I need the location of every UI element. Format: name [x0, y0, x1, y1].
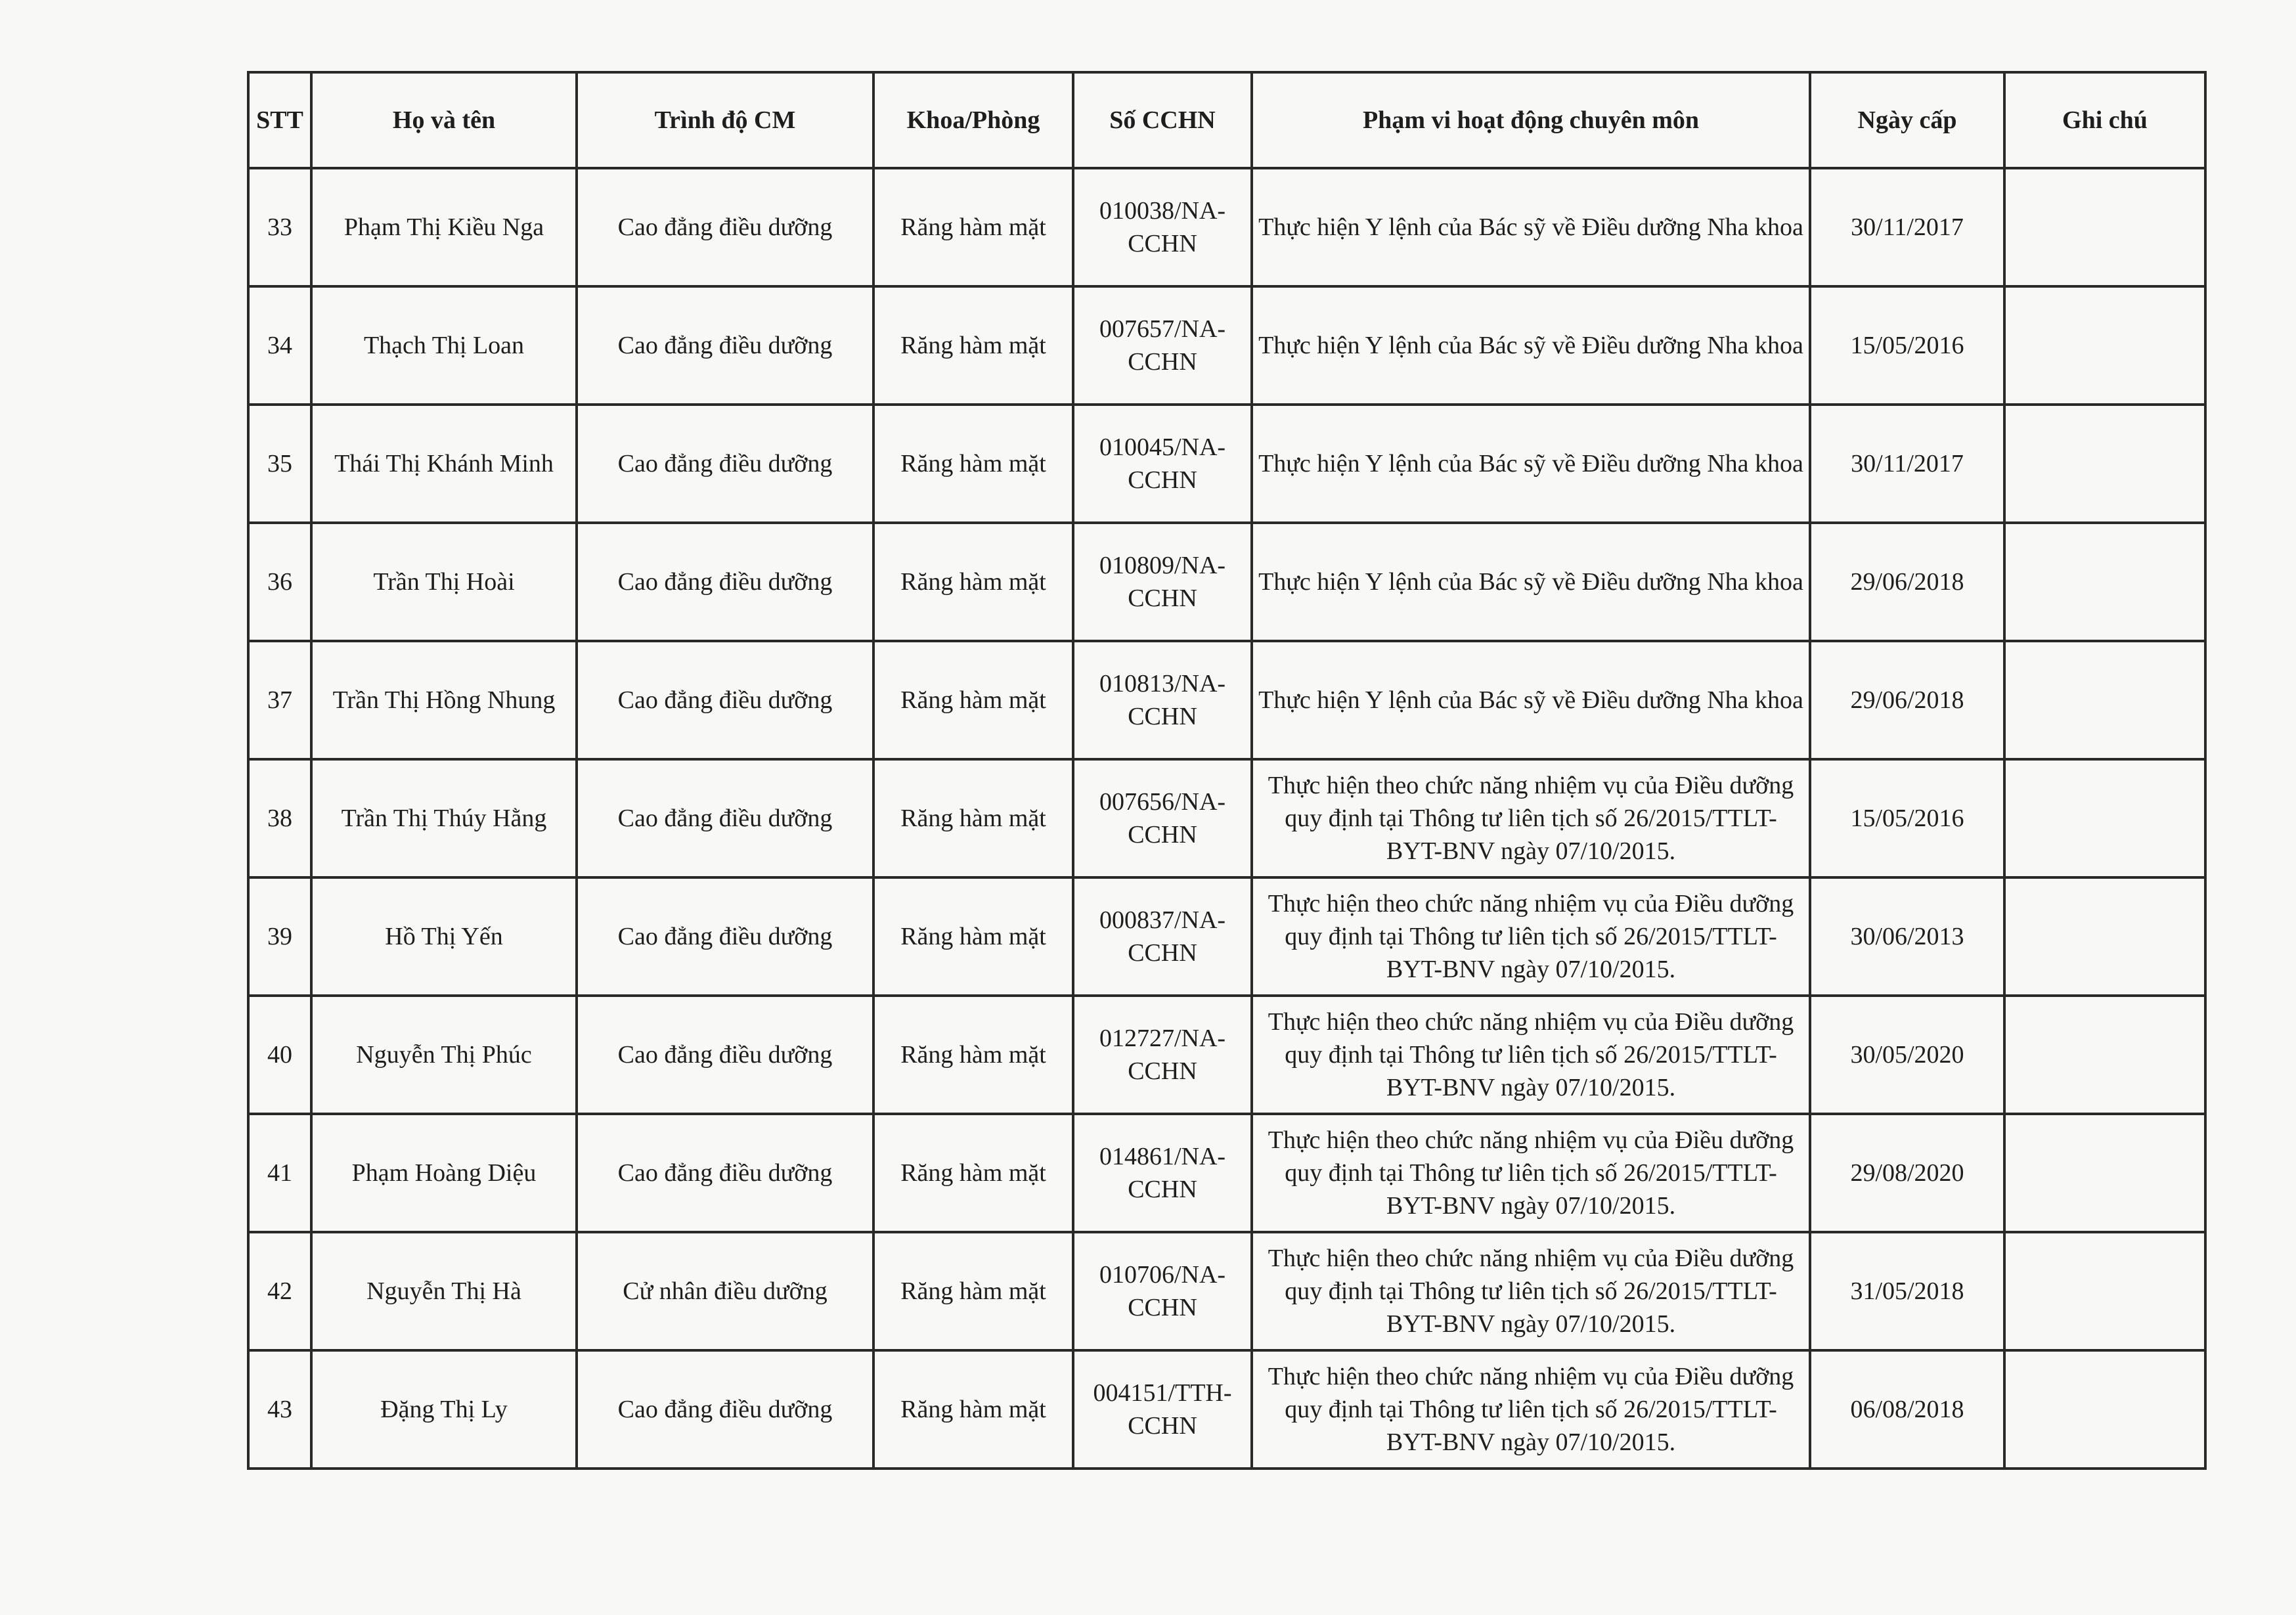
table-row	[248, 1114, 2205, 1232]
cell-name: Nguyễn Thị Phúc	[311, 996, 577, 1114]
cell-date: 30/11/2017	[1810, 168, 2004, 286]
cell-name: Phạm Hoàng Diệu	[311, 1114, 577, 1232]
cell-stt: 36	[248, 523, 311, 641]
cell-scope: Thực hiện theo chức năng nhiệm vụ của Điều dưỡng quy định tại Thông tư liên tịch số 26/2015/TTLT-BYT-BNV ngày 07/10/2015.	[1252, 759, 1810, 877]
cell-note	[2004, 168, 2205, 286]
cell-cert: 014861/NA-CCHN	[1073, 1114, 1252, 1232]
cell-note	[2004, 286, 2205, 405]
cell-name: Hồ Thị Yến	[311, 877, 577, 996]
cell-note	[2004, 1350, 2205, 1469]
cell-stt: 37	[248, 641, 311, 759]
header-name: Họ và tên	[311, 72, 577, 168]
table-row	[248, 523, 2205, 641]
cell-dept: Răng hàm mặt	[873, 405, 1073, 523]
cell-stt: 38	[248, 759, 311, 877]
cell-level: Cao đẳng điều dưỡng	[577, 286, 873, 405]
cell-scope: Thực hiện theo chức năng nhiệm vụ của Điều dưỡng quy định tại Thông tư liên tịch số 26/2015/TTLT-BYT-BNV ngày 07/10/2015.	[1252, 1350, 1810, 1469]
cell-stt: 40	[248, 996, 311, 1114]
header-note: Ghi chú	[2004, 72, 2205, 168]
table-row	[248, 877, 2205, 996]
cell-name: Trần Thị Hoài	[311, 523, 577, 641]
cell-note	[2004, 641, 2205, 759]
cell-name: Thạch Thị Loan	[311, 286, 577, 405]
table-row	[248, 168, 2205, 286]
cell-cert: 004151/TTH-CCHN	[1073, 1350, 1252, 1469]
cell-scope: Thực hiện Y lệnh của Bác sỹ về Điều dưỡng Nha khoa	[1252, 405, 1810, 523]
cell-note	[2004, 1114, 2205, 1232]
cell-cert: 010813/NA-CCHN	[1073, 641, 1252, 759]
cell-name: Trần Thị Hồng Nhung	[311, 641, 577, 759]
cell-cert: 007657/NA-CCHN	[1073, 286, 1252, 405]
cell-dept: Răng hàm mặt	[873, 286, 1073, 405]
cell-note	[2004, 405, 2205, 523]
cell-cert: 007656/NA-CCHN	[1073, 759, 1252, 877]
cell-scope: Thực hiện theo chức năng nhiệm vụ của Điều dưỡng quy định tại Thông tư liên tịch số 26/2015/TTLT-BYT-BNV ngày 07/10/2015.	[1252, 996, 1810, 1114]
cell-name: Thái Thị Khánh Minh	[311, 405, 577, 523]
cell-stt: 42	[248, 1232, 311, 1350]
cell-dept: Răng hàm mặt	[873, 759, 1073, 877]
cell-level: Cao đẳng điều dưỡng	[577, 168, 873, 286]
cell-level: Cao đẳng điều dưỡng	[577, 523, 873, 641]
cell-dept: Răng hàm mặt	[873, 1232, 1073, 1350]
cell-cert: 010038/NA-CCHN	[1073, 168, 1252, 286]
cell-level: Cao đẳng điều dưỡng	[577, 996, 873, 1114]
cell-note	[2004, 877, 2205, 996]
cell-name: Phạm Thị Kiều Nga	[311, 168, 577, 286]
cell-date: 30/06/2013	[1810, 877, 2004, 996]
cell-dept: Răng hàm mặt	[873, 523, 1073, 641]
cell-scope: Thực hiện Y lệnh của Bác sỹ về Điều dưỡng Nha khoa	[1252, 168, 1810, 286]
cell-stt: 43	[248, 1350, 311, 1469]
table-row	[248, 759, 2205, 877]
cell-level: Cao đẳng điều dưỡng	[577, 1114, 873, 1232]
table-row	[248, 286, 2205, 405]
cell-date: 06/08/2018	[1810, 1350, 2004, 1469]
table-row	[248, 1232, 2205, 1350]
cell-date: 30/05/2020	[1810, 996, 2004, 1114]
cell-date: 29/06/2018	[1810, 641, 2004, 759]
cell-stt: 41	[248, 1114, 311, 1232]
table-row	[248, 996, 2205, 1114]
cell-dept: Răng hàm mặt	[873, 877, 1073, 996]
cell-scope: Thực hiện Y lệnh của Bác sỹ về Điều dưỡng Nha khoa	[1252, 286, 1810, 405]
cell-note	[2004, 523, 2205, 641]
cell-note	[2004, 996, 2205, 1114]
header-dept: Khoa/Phòng	[873, 72, 1073, 168]
cell-cert: 010809/NA-CCHN	[1073, 523, 1252, 641]
cell-name: Trần Thị Thúy Hằng	[311, 759, 577, 877]
cell-cert: 010045/NA-CCHN	[1073, 405, 1252, 523]
cell-level: Cao đẳng điều dưỡng	[577, 877, 873, 996]
cell-note	[2004, 1232, 2205, 1350]
header-row	[248, 72, 2205, 168]
header-level: Trình độ CM	[577, 72, 873, 168]
cell-level: Cao đẳng điều dưỡng	[577, 1350, 873, 1469]
cell-name: Nguyễn Thị Hà	[311, 1232, 577, 1350]
cell-dept: Răng hàm mặt	[873, 1350, 1073, 1469]
cell-scope: Thực hiện Y lệnh của Bác sỹ về Điều dưỡng Nha khoa	[1252, 641, 1810, 759]
cell-name: Đặng Thị Ly	[311, 1350, 577, 1469]
cell-scope: Thực hiện Y lệnh của Bác sỹ về Điều dưỡng Nha khoa	[1252, 523, 1810, 641]
cell-stt: 33	[248, 168, 311, 286]
table-row	[248, 1350, 2205, 1469]
cell-date: 31/05/2018	[1810, 1232, 2004, 1350]
cell-level: Cao đẳng điều dưỡng	[577, 405, 873, 523]
cell-scope: Thực hiện theo chức năng nhiệm vụ của Điều dưỡng quy định tại Thông tư liên tịch số 26/2015/TTLT-BYT-BNV ngày 07/10/2015.	[1252, 1114, 1810, 1232]
header-stt: STT	[248, 72, 311, 168]
cell-scope: Thực hiện theo chức năng nhiệm vụ của Điều dưỡng quy định tại Thông tư liên tịch số 26/2015/TTLT-BYT-BNV ngày 07/10/2015.	[1252, 1232, 1810, 1350]
cell-date: 29/08/2020	[1810, 1114, 2004, 1232]
cell-level: Cao đẳng điều dưỡng	[577, 759, 873, 877]
cell-scope: Thực hiện theo chức năng nhiệm vụ của Điều dưỡng quy định tại Thông tư liên tịch số 26/2015/TTLT-BYT-BNV ngày 07/10/2015.	[1252, 877, 1810, 996]
cell-cert: 010706/NA-CCHN	[1073, 1232, 1252, 1350]
cell-date: 15/05/2016	[1810, 759, 2004, 877]
table-row	[248, 641, 2205, 759]
staff-certificate-table	[247, 71, 2207, 1470]
cell-date: 29/06/2018	[1810, 523, 2004, 641]
cell-stt: 39	[248, 877, 311, 996]
cell-date: 30/11/2017	[1810, 405, 2004, 523]
cell-level: Cử nhân điều dưỡng	[577, 1232, 873, 1350]
table-row	[248, 405, 2205, 523]
cell-dept: Răng hàm mặt	[873, 1114, 1073, 1232]
cell-date: 15/05/2016	[1810, 286, 2004, 405]
header-cert: Số CCHN	[1073, 72, 1252, 168]
header-scope: Phạm vi hoạt động chuyên môn	[1252, 72, 1810, 168]
cell-cert: 000837/NA-CCHN	[1073, 877, 1252, 996]
cell-stt: 34	[248, 286, 311, 405]
cell-cert: 012727/NA-CCHN	[1073, 996, 1252, 1114]
cell-level: Cao đẳng điều dưỡng	[577, 641, 873, 759]
header-date: Ngày cấp	[1810, 72, 2004, 168]
cell-dept: Răng hàm mặt	[873, 996, 1073, 1114]
cell-note	[2004, 759, 2205, 877]
cell-stt: 35	[248, 405, 311, 523]
cell-dept: Răng hàm mặt	[873, 168, 1073, 286]
cell-dept: Răng hàm mặt	[873, 641, 1073, 759]
